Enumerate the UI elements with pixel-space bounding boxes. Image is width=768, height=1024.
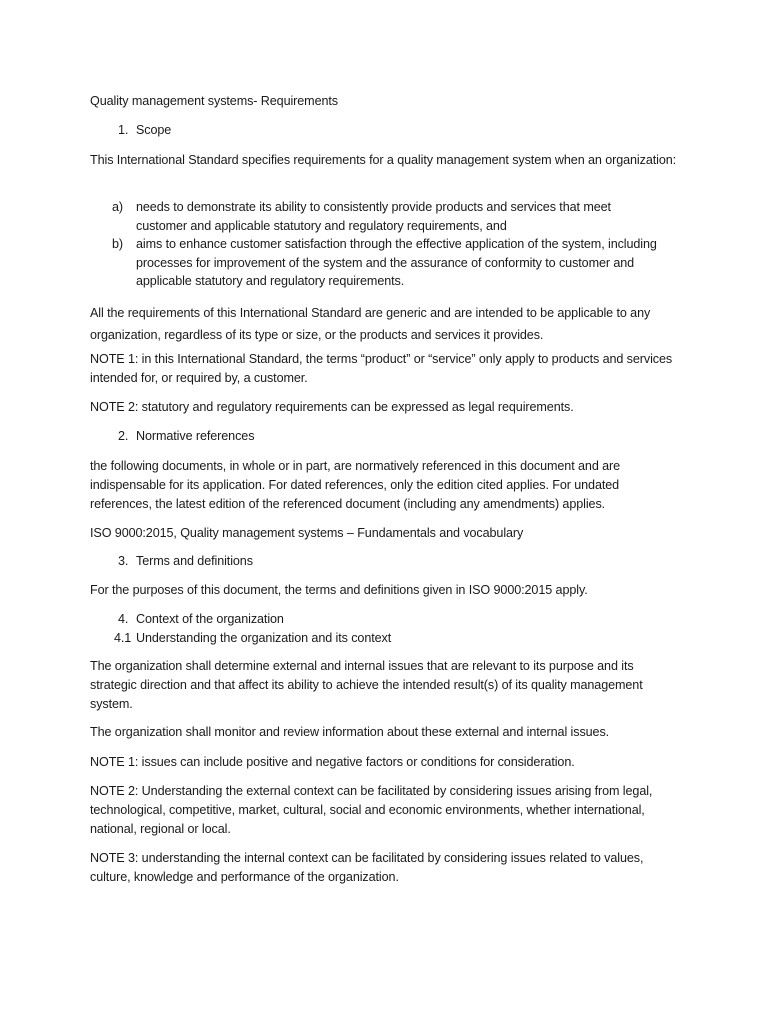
- subsection-number: 4.1: [114, 631, 132, 645]
- iso-9000-reference: ISO 9000:2015, Quality management systems – Fundamentals and vocabulary: [90, 526, 524, 540]
- context-paragraph-1: The organization shall determine external and internal issues that are relevant to its purpose and its strategic direction and that affect its ability to achieve the intended result(s) of its quality management system.: [90, 659, 643, 711]
- section-number: 1.: [118, 123, 129, 137]
- scope-intro: This International Standard specifies requirements for a quality management system when an organization:: [90, 153, 677, 167]
- terms-definitions-body: For the purposes of this document, the terms and definitions given in ISO 9000:2015 apply.: [90, 583, 588, 597]
- context-paragraph-2: The organization shall monitor and review information about these external and internal issues.: [90, 725, 610, 739]
- generic-requirements-paragraph: All the requirements of this International Standard are generic and are intended to be applicable to any organization, regardless of its type or size, or the products and services it provides.: [90, 306, 651, 342]
- scope-note-2: NOTE 2: statutory and regulatory requirements can be expressed as legal requirements.: [90, 400, 574, 414]
- scope-note-1: NOTE 1: in this International Standard, the terms “product” or “service” only apply to products and services intended for, or required by, a customer.: [90, 352, 673, 385]
- document-title: Quality management systems- Requirements: [90, 94, 338, 108]
- normative-references-body: the following documents, in whole or in part, are normatively referenced in this document and are indispensable for its application. For dated references, only the edition cited applies. For undated references, the latest edition of the referenced document (including any amendments) applies.: [90, 459, 621, 511]
- list-item-text: needs to demonstrate its ability to consistently provide products and services that meet customer and applicable statutory and regulatory requirements, and: [136, 200, 611, 233]
- section-title: Scope: [136, 123, 172, 137]
- section-number: 2.: [118, 429, 129, 443]
- context-note-2: NOTE 2: Understanding the external context can be facilitated by considering issues arising from legal, technological, competitive, market, cultural, social and economic environments, whether international, national, regional or local.: [90, 784, 653, 836]
- section-number: 3.: [118, 554, 129, 568]
- section-title: Terms and definitions: [136, 554, 253, 568]
- context-note-3: NOTE 3: understanding the internal context can be facilitated by considering issues related to values, culture, knowledge and performance of the organization.: [90, 851, 644, 884]
- section-title: Context of the organization: [136, 612, 284, 626]
- section-title: Normative references: [136, 429, 255, 443]
- list-marker: b): [112, 237, 123, 251]
- list-marker: a): [112, 200, 123, 214]
- subsection-title: Understanding the organization and its context: [136, 631, 392, 645]
- context-note-1: NOTE 1: issues can include positive and negative factors or conditions for consideration.: [90, 755, 575, 769]
- section-number: 4.: [118, 612, 129, 626]
- list-item-text: aims to enhance customer satisfaction through the effective application of the system, including processes for improvement of the system and the assurance of conformity to customer and applicable statutory and regulatory requirements.: [136, 237, 657, 288]
